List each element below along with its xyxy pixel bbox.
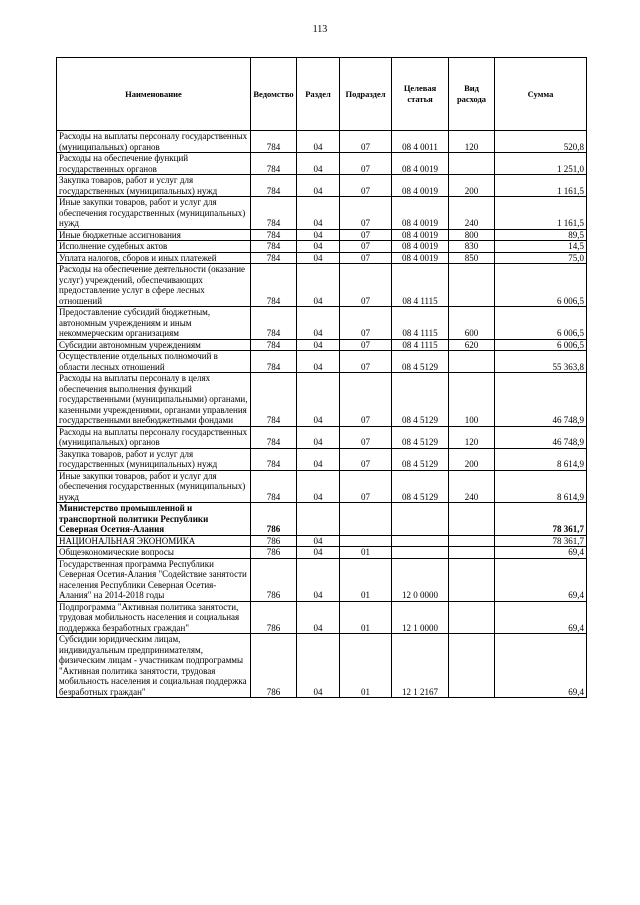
cell-summa: 14,5 bbox=[495, 241, 587, 253]
cell-name: Субсидии юридическим лицам, индивидуальным предпринимателям, физическим лицам - участникам подпрограммы "Активная политика занятости, трудовая мобильность населения и социальная поддержка безработных граждан" bbox=[57, 634, 251, 698]
cell-cel: 12 0 0000 bbox=[392, 558, 449, 601]
table-row bbox=[57, 175, 587, 197]
cell-name: Иные бюджетные ассигнования bbox=[57, 229, 251, 241]
cell-ved: 784 bbox=[251, 153, 297, 175]
cell-vid: 200 bbox=[449, 448, 495, 470]
table-row bbox=[57, 131, 587, 153]
cell-cel: 08 4 0019 bbox=[392, 241, 449, 253]
cell-cel: 08 4 5129 bbox=[392, 373, 449, 427]
cell-ved: 784 bbox=[251, 175, 297, 197]
cell-ved: 784 bbox=[251, 470, 297, 503]
cell-razdel: 04 bbox=[297, 547, 340, 559]
cell-name: Уплата налогов, сборов и иных платежей bbox=[57, 252, 251, 264]
cell-name: Расходы на выплаты персоналу в целях обеспечения выполнения функций государственными (муниципальными) органами, казенными учреждениями, органами управления государственными внебюджетными фондами bbox=[57, 373, 251, 427]
cell-name: Иные закупки товаров, работ и услуг для обеспечения государственных (муниципальных) нужд bbox=[57, 470, 251, 503]
cell-razdel: 04 bbox=[297, 131, 340, 153]
cell-vid bbox=[449, 601, 495, 634]
cell-summa: 8 614,9 bbox=[495, 470, 587, 503]
cell-podrazdel: 07 bbox=[340, 339, 392, 351]
cell-razdel: 04 bbox=[297, 351, 340, 373]
table-row bbox=[57, 264, 587, 307]
table-row bbox=[57, 558, 587, 601]
cell-podrazdel: 07 bbox=[340, 351, 392, 373]
cell-name: Расходы на обеспечение деятельности (оказание услуг) учреждений, обеспечивающих предоставление услуг в сфере лесных отношений bbox=[57, 264, 251, 307]
cell-vid: 200 bbox=[449, 175, 495, 197]
cell-ved: 784 bbox=[251, 241, 297, 253]
cell-cel: 08 4 0019 bbox=[392, 175, 449, 197]
cell-podrazdel: 07 bbox=[340, 373, 392, 427]
cell-summa: 69,4 bbox=[495, 547, 587, 559]
cell-summa: 6 006,5 bbox=[495, 339, 587, 351]
cell-name: Подпрограмма "Активная политика занятости, трудовая мобильность населения и социальная поддержка безработных граждан" bbox=[57, 601, 251, 634]
cell-summa: 6 006,5 bbox=[495, 264, 587, 307]
cell-razdel: 04 bbox=[297, 197, 340, 230]
cell-ved: 786 bbox=[251, 634, 297, 698]
cell-razdel: 04 bbox=[297, 153, 340, 175]
cell-summa: 69,4 bbox=[495, 558, 587, 601]
cell-name: Субсидии автономным учреждениям bbox=[57, 339, 251, 351]
cell-summa: 46 748,9 bbox=[495, 426, 587, 448]
cell-vid bbox=[449, 153, 495, 175]
table-row bbox=[57, 535, 587, 547]
cell-podrazdel: 07 bbox=[340, 252, 392, 264]
header-ved: Ведомство bbox=[251, 58, 297, 131]
cell-name: Расходы на обеспечение функций государственных органов bbox=[57, 153, 251, 175]
cell-cel: 08 4 5129 bbox=[392, 470, 449, 503]
cell-podrazdel bbox=[340, 535, 392, 547]
cell-razdel: 04 bbox=[297, 241, 340, 253]
cell-ved: 784 bbox=[251, 373, 297, 427]
cell-cel bbox=[392, 547, 449, 559]
cell-podrazdel: 01 bbox=[340, 601, 392, 634]
table-row bbox=[57, 252, 587, 264]
cell-name: Осуществление отдельных полномочий в области лесных отношений bbox=[57, 351, 251, 373]
cell-name: Исполнение судебных актов bbox=[57, 241, 251, 253]
cell-ved: 784 bbox=[251, 131, 297, 153]
cell-ved: 784 bbox=[251, 252, 297, 264]
cell-podrazdel: 01 bbox=[340, 558, 392, 601]
cell-vid: 100 bbox=[449, 373, 495, 427]
cell-cel: 08 4 0019 bbox=[392, 229, 449, 241]
cell-vid bbox=[449, 264, 495, 307]
cell-cel: 08 4 1115 bbox=[392, 264, 449, 307]
cell-vid: 620 bbox=[449, 339, 495, 351]
cell-cel: 08 4 5129 bbox=[392, 351, 449, 373]
cell-summa: 6 006,5 bbox=[495, 307, 587, 340]
cell-razdel: 04 bbox=[297, 601, 340, 634]
table-row bbox=[57, 229, 587, 241]
cell-razdel: 04 bbox=[297, 175, 340, 197]
cell-vid bbox=[449, 558, 495, 601]
cell-razdel: 04 bbox=[297, 634, 340, 698]
cell-name: Закупка товаров, работ и услуг для государственных (муниципальных) нужд bbox=[57, 448, 251, 470]
header-vid: Вид расхода bbox=[449, 58, 495, 131]
cell-ved: 784 bbox=[251, 339, 297, 351]
cell-summa: 8 614,9 bbox=[495, 448, 587, 470]
cell-razdel bbox=[297, 503, 340, 536]
cell-cel: 08 4 1115 bbox=[392, 339, 449, 351]
cell-name: Расходы на выплаты персоналу государственных (муниципальных) органов bbox=[57, 426, 251, 448]
cell-summa: 78 361,7 bbox=[495, 535, 587, 547]
cell-vid: 850 bbox=[449, 252, 495, 264]
cell-cel: 08 4 0019 bbox=[392, 153, 449, 175]
header-podrazdel: Подраздел bbox=[340, 58, 392, 131]
cell-razdel: 04 bbox=[297, 252, 340, 264]
header-razdel: Раздел bbox=[297, 58, 340, 131]
cell-razdel: 04 bbox=[297, 264, 340, 307]
cell-ved: 784 bbox=[251, 307, 297, 340]
cell-name: Закупка товаров, работ и услуг для государственных (муниципальных) нужд bbox=[57, 175, 251, 197]
table-row bbox=[57, 547, 587, 559]
table-row bbox=[57, 153, 587, 175]
table-row bbox=[57, 339, 587, 351]
table-row bbox=[57, 634, 587, 698]
cell-summa: 1 161,5 bbox=[495, 197, 587, 230]
cell-summa: 1 251,0 bbox=[495, 153, 587, 175]
cell-ved: 784 bbox=[251, 229, 297, 241]
table-row bbox=[57, 351, 587, 373]
cell-cel: 12 1 2167 bbox=[392, 634, 449, 698]
page-number: 113 bbox=[312, 24, 328, 35]
cell-ved: 786 bbox=[251, 558, 297, 601]
cell-ved: 786 bbox=[251, 547, 297, 559]
cell-podrazdel: 01 bbox=[340, 634, 392, 698]
cell-razdel: 04 bbox=[297, 229, 340, 241]
cell-podrazdel: 07 bbox=[340, 448, 392, 470]
cell-ved: 784 bbox=[251, 426, 297, 448]
cell-razdel: 04 bbox=[297, 426, 340, 448]
cell-podrazdel: 07 bbox=[340, 131, 392, 153]
cell-razdel: 04 bbox=[297, 448, 340, 470]
cell-podrazdel bbox=[340, 503, 392, 536]
cell-razdel: 04 bbox=[297, 470, 340, 503]
cell-ved: 784 bbox=[251, 197, 297, 230]
table-row bbox=[57, 470, 587, 503]
cell-name: Предоставление субсидий бюджетным, автономным учреждениям и иным некоммерческим организациям bbox=[57, 307, 251, 340]
header-name: Наименование bbox=[57, 58, 251, 131]
cell-summa: 69,4 bbox=[495, 634, 587, 698]
cell-podrazdel: 07 bbox=[340, 197, 392, 230]
cell-podrazdel: 07 bbox=[340, 307, 392, 340]
cell-vid: 600 bbox=[449, 307, 495, 340]
cell-podrazdel: 07 bbox=[340, 470, 392, 503]
cell-summa: 55 363,8 bbox=[495, 351, 587, 373]
cell-name: Общеэкономические вопросы bbox=[57, 547, 251, 559]
cell-podrazdel: 07 bbox=[340, 153, 392, 175]
cell-ved: 784 bbox=[251, 448, 297, 470]
cell-cel: 08 4 0019 bbox=[392, 197, 449, 230]
cell-vid bbox=[449, 634, 495, 698]
cell-summa: 75,0 bbox=[495, 252, 587, 264]
cell-vid bbox=[449, 535, 495, 547]
cell-cel: 08 4 5129 bbox=[392, 426, 449, 448]
cell-summa: 69,4 bbox=[495, 601, 587, 634]
cell-razdel: 04 bbox=[297, 307, 340, 340]
cell-ved: 786 bbox=[251, 601, 297, 634]
cell-vid bbox=[449, 503, 495, 536]
cell-vid: 240 bbox=[449, 197, 495, 230]
table-row bbox=[57, 426, 587, 448]
table-header-row bbox=[57, 58, 587, 131]
cell-cel: 08 4 5129 bbox=[392, 448, 449, 470]
cell-podrazdel: 07 bbox=[340, 426, 392, 448]
cell-cel: 08 4 0011 bbox=[392, 131, 449, 153]
cell-cel bbox=[392, 503, 449, 536]
table-row bbox=[57, 601, 587, 634]
table-row bbox=[57, 448, 587, 470]
cell-ved: 786 bbox=[251, 503, 297, 536]
budget-table bbox=[56, 57, 587, 698]
cell-vid: 120 bbox=[449, 131, 495, 153]
cell-summa: 78 361,7 bbox=[495, 503, 587, 536]
cell-name: Расходы на выплаты персоналу государственных (муниципальных) органов bbox=[57, 131, 251, 153]
cell-razdel: 04 bbox=[297, 339, 340, 351]
cell-cel: 12 1 0000 bbox=[392, 601, 449, 634]
cell-vid bbox=[449, 547, 495, 559]
cell-vid: 120 bbox=[449, 426, 495, 448]
table-row bbox=[57, 503, 587, 536]
cell-podrazdel: 01 bbox=[340, 547, 392, 559]
cell-summa: 46 748,9 bbox=[495, 373, 587, 427]
cell-razdel: 04 bbox=[297, 373, 340, 427]
cell-name: НАЦИОНАЛЬНАЯ ЭКОНОМИКА bbox=[57, 535, 251, 547]
table-row bbox=[57, 373, 587, 427]
cell-ved: 786 bbox=[251, 535, 297, 547]
cell-name: Иные закупки товаров, работ и услуг для обеспечения государственных (муниципальных) нужд bbox=[57, 197, 251, 230]
cell-razdel: 04 bbox=[297, 558, 340, 601]
cell-vid: 800 bbox=[449, 229, 495, 241]
cell-podrazdel: 07 bbox=[340, 175, 392, 197]
header-cel: Целевая статья bbox=[392, 58, 449, 131]
cell-cel bbox=[392, 535, 449, 547]
cell-vid bbox=[449, 351, 495, 373]
cell-cel: 08 4 1115 bbox=[392, 307, 449, 340]
cell-ved: 784 bbox=[251, 264, 297, 307]
table-row bbox=[57, 307, 587, 340]
cell-name: Государственная программа Республики Северная Осетия-Алания "Содействие занятости населения Республики Северная Осетия-Алания" на 2014-2018 годы bbox=[57, 558, 251, 601]
table-row bbox=[57, 241, 587, 253]
cell-razdel: 04 bbox=[297, 535, 340, 547]
cell-cel: 08 4 0019 bbox=[392, 252, 449, 264]
cell-podrazdel: 07 bbox=[340, 241, 392, 253]
cell-name: Министерство промышленной и транспортной политики Республики Северная Осетия-Алания bbox=[57, 503, 251, 536]
cell-summa: 520,8 bbox=[495, 131, 587, 153]
header-summa: Сумма bbox=[495, 58, 587, 131]
cell-podrazdel: 07 bbox=[340, 264, 392, 307]
cell-vid: 240 bbox=[449, 470, 495, 503]
cell-podrazdel: 07 bbox=[340, 229, 392, 241]
cell-summa: 1 161,5 bbox=[495, 175, 587, 197]
cell-ved: 784 bbox=[251, 351, 297, 373]
cell-summa: 89,5 bbox=[495, 229, 587, 241]
table-row bbox=[57, 197, 587, 230]
cell-vid: 830 bbox=[449, 241, 495, 253]
